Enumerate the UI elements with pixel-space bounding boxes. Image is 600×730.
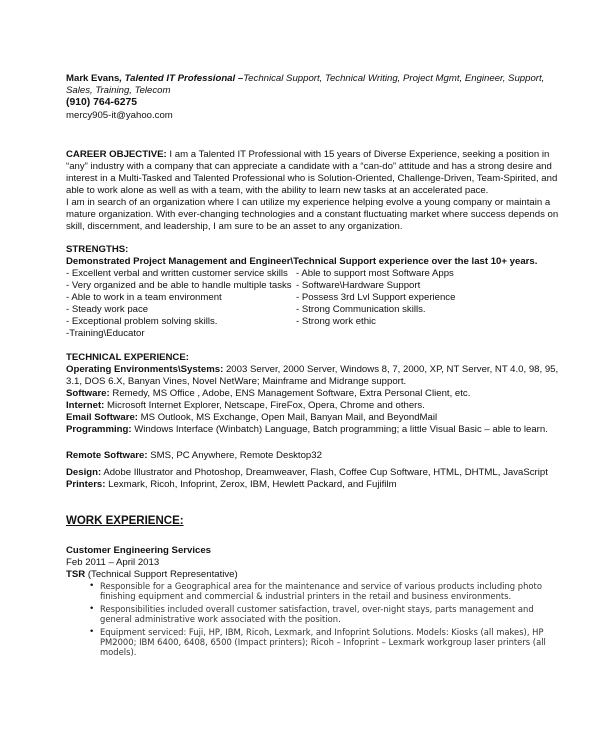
candidate-name: Mark Evans (66, 73, 120, 84)
remote-software-line: Remote Software: SMS, PC Anywhere, Remote Desktop32 (66, 450, 322, 461)
objective-line-5: I am in search of an organization where I can utilize my experience helping evolve a young company or maintain a (66, 197, 551, 208)
work-experience-heading: WORK EXPERIENCE: (66, 515, 184, 527)
strength-row (66, 304, 546, 316)
responsibility-line: Responsibilities included overall customer satisfaction, travel, over-night stays, parts management and (100, 604, 534, 614)
printers-label: Printers: (66, 479, 106, 490)
strength-item: - Strong work ethic (296, 316, 376, 327)
email-software-line: Email Software: MS Outlook, MS Exchange, Open Mail, Banyan Mail, and BeyondMail (66, 412, 438, 423)
printers-line: Printers: Lexmark, Ricoh, Infoprint, Zerox, IBM, Hewlett Packard, and Fujifilm (66, 479, 397, 490)
strength-row (66, 280, 546, 292)
objective-line-2: “any” industry with a company that can appreciate a candidate with a “can-do” attitude and has a strong desire and (66, 161, 552, 172)
os-line-2: 3.1, DOS 6.X, Banyan Vines, Novel NetWare; Mainframe and Midrange support. (66, 376, 407, 387)
objective-line-3: interest in a Multi-Tasked and Talented Professional who is Solution-Oriented, Challenge-Driven, Team-Spirited, and (66, 173, 558, 184)
bullet-marker: • (90, 580, 94, 591)
strength-item: - Very organized and be able to handle multiple tasks (66, 280, 292, 291)
software-line: Software: Remedy, MS Office , Adobe, ENS Management Software, Extra Personal Client, etc. (66, 388, 471, 399)
responsibility-line: Equipment serviced: Fuji, HP, IBM, Ricoh, Lexmark, and Infoprint Solutions. Models: Kiosks (all makes), HP (100, 627, 544, 637)
internet-label: Internet: (66, 400, 105, 411)
strength-item: - Able to work in a team environment (66, 292, 222, 303)
bullet-marker: • (90, 603, 94, 614)
strength-item: - Excellent verbal and written customer service skills (66, 268, 288, 279)
programming-label: Programming: (66, 424, 132, 435)
responsibility-line: PM2000; IBM 6400, 6408, 6500 (Impact printers); Ricoh – Infoprint – Lexmark workgroup laser printers (all (100, 637, 546, 647)
header-line-1 (66, 73, 544, 85)
specialties-line-2: Sales, Training, Telecom (66, 85, 171, 96)
employment-dates: Feb 2011 – April 2013 (66, 557, 160, 568)
role-full: (Technical Support Representative) (85, 569, 238, 580)
phone-number: (910) 764-6275 (66, 97, 138, 108)
strength-item: - Able to support most Software Apps (296, 268, 454, 279)
remote-software-label: Remote Software: (66, 450, 148, 461)
internet-line: Internet: Microsoft Internet Explorer, Netscape, FireFox, Opera, Chrome and others. (66, 400, 425, 411)
role-abbreviation: TSR (66, 569, 86, 580)
strength-row (66, 328, 546, 340)
technical-heading: TECHNICAL EXPERIENCE: (66, 352, 189, 363)
bullet-marker: • (90, 626, 94, 637)
responsibility-line: models). (100, 647, 137, 657)
responsibility-line: Responsible for a Geographical area for the maintenance and service of various products including photo (100, 581, 542, 591)
email-software-label: Email Software: (66, 412, 138, 423)
strengths-heading: STRENGTHS: (66, 244, 129, 255)
responsibility-line: general administrative work associated with the position. (100, 614, 341, 624)
objective-line-7: skill, discernment, and leadership, I am sure to be an asset to any organization. (66, 221, 403, 232)
strength-row (66, 268, 546, 280)
programming-line: Programming: Windows Interface (Winbatch) Language, Batch programming; a little Visual Basic – able to learn. (66, 424, 548, 435)
strength-item: - Strong Communication skills. (296, 304, 426, 315)
design-label: Design: (66, 467, 102, 478)
objective-label: CAREER OBJECTIVE: (66, 149, 167, 160)
strength-row (66, 292, 546, 304)
software-label: Software: (66, 388, 110, 399)
strength-row (66, 316, 546, 328)
design-line: Design: Adobe Illustrator and Photoshop, Dreamweaver, Flash, Coffee Cup Software, HTML, DHTML, JavaScript (66, 467, 548, 478)
responsibility-line: finishing equipment and commercial & industrial printers in the retail and business environments. (100, 591, 512, 601)
strength-item: - Possess 3rd Lvl Support experience (296, 292, 456, 303)
strengths-summary: Demonstrated Project Management and Engineer\Technical Support experience over the last 10+ years. (66, 256, 538, 267)
objective-line-6: mature organization. With ever-changing technologies and a constant fluctuating market where success depends on (66, 209, 559, 220)
strength-item: - Software\Hardware Support (296, 280, 421, 291)
email-address: mercy905-it@yahoo.com (66, 110, 173, 121)
objective-line-4: able to work alone as well as with a team, with the ability to learn new tasks at an accelerated pace. (66, 185, 489, 196)
strength-item: - Steady work pace (66, 304, 149, 315)
os-label: Operating Environments\Systems: (66, 364, 224, 375)
company-name: Customer Engineering Services (66, 545, 212, 556)
strength-item: -Training\Educator (66, 328, 145, 339)
candidate-title: , Talented IT Professional – (119, 73, 244, 84)
specialties-line-1: Technical Support, Technical Writing, Project Mgmt, Engineer, Support, (243, 73, 545, 84)
os-line-1: Operating Environments\Systems: 2003 Server, 2000 Server, Windows 8, 7, 2000, XP, NT Server, NT 4.0, 98, 95, (66, 364, 559, 375)
strength-item: - Exceptional problem solving skills. (66, 316, 218, 327)
objective-line-1: CAREER OBJECTIVE: I am a Talented IT Professional with 15 years of Diverse Experience, seeking a position in (66, 149, 550, 160)
